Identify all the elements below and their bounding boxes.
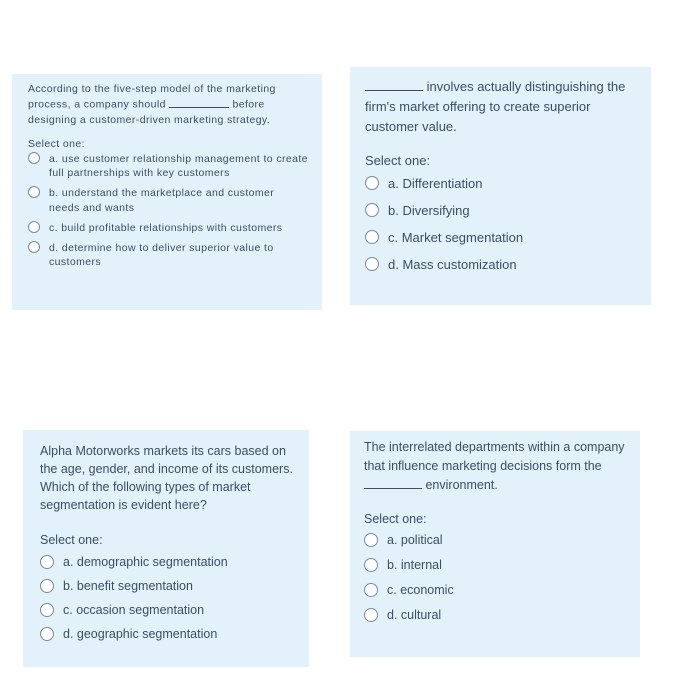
question-text-pre: According to the five-step model of the marketing process, a company should: [28, 83, 276, 111]
radio-icon[interactable]: [364, 608, 378, 622]
radio-icon[interactable]: [40, 555, 54, 569]
radio-icon[interactable]: [364, 533, 378, 547]
answer-blank: [169, 97, 229, 107]
option-b[interactable]: [28, 186, 308, 214]
radio-icon[interactable]: [365, 257, 379, 271]
radio-icon[interactable]: [40, 627, 54, 641]
option-c[interactable]: [28, 221, 308, 235]
radio-icon[interactable]: [40, 603, 54, 617]
option-d[interactable]: [364, 608, 628, 622]
option-c[interactable]: [364, 583, 628, 597]
option-c[interactable]: [365, 230, 639, 245]
question-text: [365, 77, 639, 137]
answer-blank: [364, 476, 422, 488]
select-one-label: Select one:: [40, 532, 103, 547]
option-label: c. build profitable relationships with customers: [49, 221, 283, 234]
option-label: d. geographic segmentation: [63, 626, 218, 641]
option-d[interactable]: [28, 241, 308, 269]
option-label: a. political: [387, 533, 443, 548]
question-text-pre: The interrelated departments within a company that influence marketing decisions form the: [364, 440, 625, 473]
option-label: b. benefit segmentation: [63, 578, 193, 593]
select-one-label: Select one:: [365, 153, 431, 169]
option-a[interactable]: [364, 533, 628, 547]
radio-icon[interactable]: [28, 221, 40, 233]
option-b[interactable]: [40, 579, 297, 593]
option-a[interactable]: [40, 555, 297, 569]
question-card-2: [350, 67, 651, 305]
option-label: d. determine how to deliver superior value to customers: [49, 241, 274, 269]
answer-blank: [365, 78, 423, 91]
option-label: d. cultural: [387, 608, 442, 623]
option-a[interactable]: [365, 176, 639, 191]
option-b[interactable]: [364, 558, 628, 572]
question-card-3: [23, 430, 309, 667]
radio-icon[interactable]: [364, 558, 378, 572]
select-one-label: Select one:: [364, 512, 427, 527]
question-card-1: [12, 74, 322, 310]
option-label: b. understand the marketplace and customer needs and wants: [49, 187, 275, 214]
question-text: [364, 438, 628, 494]
option-label: c. Market segmentation: [388, 230, 524, 246]
option-label: d. Mass customization: [388, 257, 517, 273]
radio-icon[interactable]: [365, 230, 379, 244]
radio-icon[interactable]: [365, 203, 379, 217]
radio-icon[interactable]: [364, 583, 378, 597]
option-b[interactable]: [365, 203, 639, 218]
question-text: Alpha Motorworks markets its cars based on the age, gender, and income of its customers. Which of the following types of market segmentation is evident here?: [40, 444, 293, 513]
radio-icon[interactable]: [365, 176, 379, 190]
question-text-post: environment.: [425, 477, 498, 492]
question-text-post: before designing a customer-driven marketing strategy.: [28, 98, 271, 126]
radio-icon[interactable]: [40, 579, 54, 593]
option-label: a. demographic segmentation: [63, 554, 228, 569]
option-label: c. occasion segmentation: [63, 602, 205, 617]
option-label: b. Diversifying: [388, 203, 470, 219]
option-a[interactable]: [28, 152, 308, 180]
option-d[interactable]: [40, 627, 297, 641]
option-label: c. economic: [387, 583, 454, 598]
option-d[interactable]: [365, 257, 639, 272]
select-one-label: Select one:: [28, 138, 85, 151]
option-label: b. internal: [387, 558, 442, 573]
question-text-post: involves actually distinguishing the firm's market offering to create superior customer value.: [365, 79, 626, 135]
radio-icon[interactable]: [28, 152, 40, 164]
question-card-4: [350, 431, 640, 657]
option-label: a. Differentiation: [388, 176, 483, 192]
question-text: [28, 82, 308, 128]
radio-icon[interactable]: [28, 241, 40, 253]
option-c[interactable]: [40, 603, 297, 617]
radio-icon[interactable]: [28, 186, 40, 198]
option-label: a. use customer relationship management to create full partnerships with key customers: [49, 153, 308, 180]
